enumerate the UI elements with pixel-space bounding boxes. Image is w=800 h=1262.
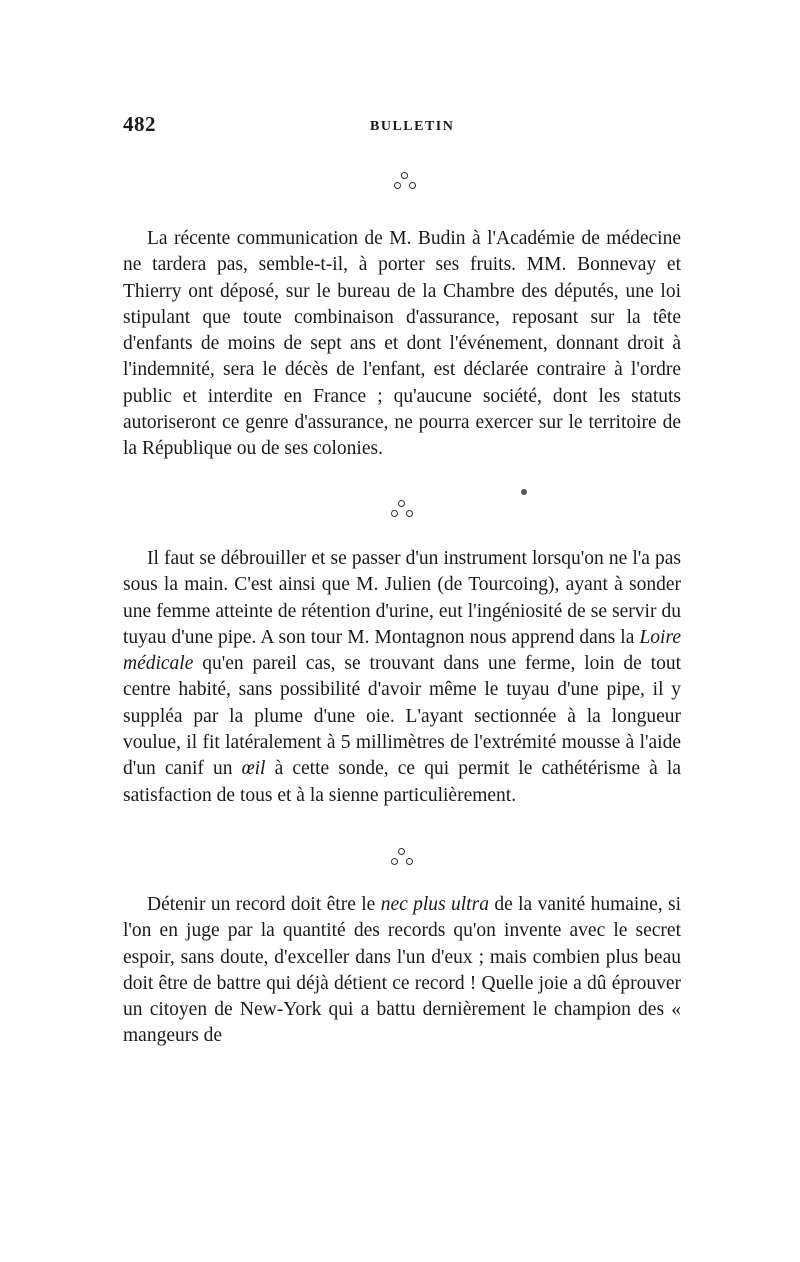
paragraph-1: La récente communication de M. Budin à l'Académie de médecine ne tardera pas, semble-t-il, à porter ses fruits. MM. Bonnevay et Thierry ont déposé, sur le bureau de la Chambre des députés, une loi stipulant que toute combinaison d'assurance, reposant sur la tête d'enfants de moins de sept ans et dont l'événement, donnant droit à l'indemnité, sera le décès de l'enfant, est déclarée contraire à l'ordre public et interdite en France ; qu'aucune société, dont les statuts autoriseront ce genre d'assurance, ne pourra exercer sur le territoire de la République ou de ses colonies. (123, 228, 681, 460)
page-number: 482 (123, 112, 156, 136)
paragraph-2-text: Il faut se débrouiller et se passer d'un instrument lorsqu'on ne l'a pas sous la main. C'est ainsi que M. Julien (de Tourcoing), ayant à sonder une femme atteinte de rétention d'urine, eut l'ingéniosité de se servir du tuyau d'une pipe. A son tour M. Montagnon nous apprend dans la (123, 548, 681, 648)
asterism-icon (384, 848, 424, 874)
ink-speck (521, 489, 527, 495)
paragraph-3 (123, 892, 681, 1050)
running-head: BULLETIN (370, 119, 455, 134)
asterism-icon (384, 500, 424, 526)
asterism-icon (387, 172, 427, 198)
journal-title: Loire médicale (123, 626, 681, 675)
paragraph-2-text: à cette sonde, ce qui permit le cathétérisme à la satisfaction de tous et à la sienne particulièrement. (123, 758, 681, 806)
italic-term: œil (241, 758, 266, 780)
page-header (123, 112, 683, 142)
latin-phrase: nec plus ultra (380, 894, 489, 915)
paragraph-3-text: Détenir un record doit être le (147, 894, 381, 915)
paragraph-2 (123, 546, 681, 809)
paragraph-3-text: de la vanité humaine, si l'on en juge par la quantité des records qu'on invente avec le secret espoir, sans doute, d'exceller dans l'un d'eux ; mais combien plus beau doit être de battre qui déjà détient ce record ! Quelle joie a dû éprouver un citoyen de New-York qui a battu dernièrement le champion des « mangeurs de (123, 894, 682, 1047)
paragraph-2-text: qu'en pareil cas, se trouvant dans une ferme, loin de tout centre habité, sans possibilité d'avoir même le tuyau d'une pipe, il y suppléa par la plume d'une oie. L'ayant sectionnée à la longueur voulue, il fit latéralement à 5 millimètres de l'extrémité mousse à l'aide d'un canif un (123, 653, 681, 780)
